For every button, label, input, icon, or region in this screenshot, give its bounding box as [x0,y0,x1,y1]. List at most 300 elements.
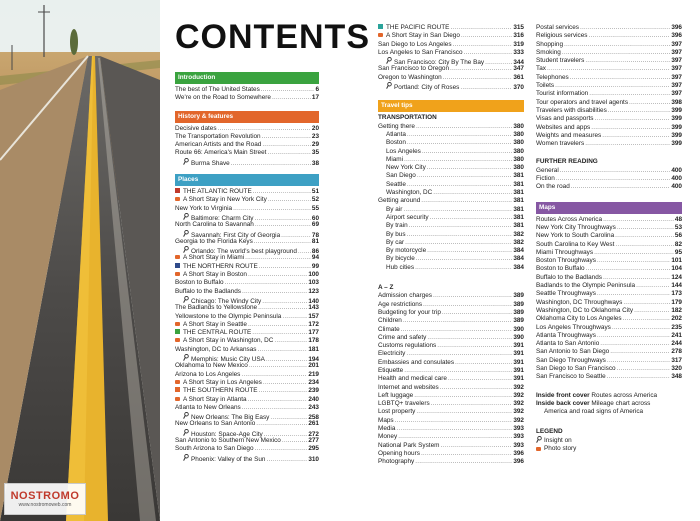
toc-entry-label: Women travelers [536,140,585,148]
toc-entry[interactable] [175,429,319,437]
toc-entry-label: South Arizona to San Diego [175,445,254,453]
toc-page-number: 399 [671,140,682,148]
cover-note-text: Routes across America [589,391,658,399]
legend-item [536,437,682,445]
toc-entry[interactable] [378,359,524,367]
toc-entry[interactable] [175,271,319,279]
column-3 [536,24,682,453]
toc-page-number: 172 [308,320,319,328]
toc-entry-label: Telephones [536,73,569,81]
toc-entry[interactable] [536,57,682,65]
toc-entry[interactable] [536,224,682,232]
toc-entry-label: We're on the Road to Somewhere [175,94,271,102]
toc-entry[interactable] [378,231,524,239]
toc-entry-label: By bus [386,230,406,238]
toc-entry[interactable] [175,362,319,370]
toc-entry[interactable] [536,99,682,107]
toc-entry-label: Boston [386,139,406,147]
toc-entry[interactable] [378,239,524,247]
toc-entry[interactable] [536,41,682,49]
toc-entry-label: The Badlands to Yellowstone [175,304,258,312]
toc-page-number: 389 [513,292,524,300]
toc-entry-label: Age restrictions [378,300,423,308]
toc-entry-label: Fiction [536,175,555,183]
toc-entry[interactable] [175,437,319,445]
toc-entry[interactable] [378,189,524,197]
toc-entry[interactable] [536,249,682,257]
toc-entry[interactable] [378,408,524,416]
leader-dots [409,222,513,230]
toc-entry[interactable] [175,158,319,166]
toc-entry[interactable] [175,404,319,412]
leader-dots [603,274,670,282]
toc-entry-label: Money [378,433,398,441]
toc-entry[interactable] [536,365,682,373]
toc-entry[interactable] [378,292,524,300]
toc-entry[interactable] [175,346,319,354]
leader-dots [570,74,671,82]
toc-entry[interactable] [536,257,682,265]
toc-entry[interactable] [175,445,319,453]
leader-dots [562,49,670,57]
toc-page-number: 393 [513,433,524,441]
toc-entry-label: Etiquette [378,366,404,374]
toc-page-number: 38 [311,159,319,167]
leader-dots [455,359,512,367]
section-header-travel-tips: Travel tips [378,100,524,112]
toc-entry-label: Miami [386,155,404,163]
toc-page-number: 397 [671,48,682,56]
toc-entry[interactable] [378,214,524,222]
toc-entry[interactable] [378,342,524,350]
toc-page-number: 399 [671,106,682,114]
toc-entry[interactable] [378,301,524,309]
toc-page-number: 389 [513,300,524,308]
leader-dots [555,82,670,90]
toc-page-number: 277 [308,436,319,444]
leader-dots [268,196,311,204]
toc-entry[interactable] [175,196,319,204]
toc-entry[interactable] [378,148,524,156]
toc-entry[interactable] [378,375,524,383]
toc-entry[interactable] [378,425,524,433]
toc-entry-label: A Short Stay in New York City [183,196,267,204]
toc-page-number: 381 [513,222,524,230]
leader-dots [415,264,512,272]
toc-entry[interactable] [378,264,524,272]
toc-page-number: 319 [513,40,524,48]
leader-dots [615,232,674,240]
toc-entry[interactable] [378,131,524,139]
leader-dots [406,350,512,358]
toc-entry[interactable] [378,172,524,180]
toc-entry[interactable] [175,149,319,157]
toc-entry-label: Chicago: The Windy City [191,297,262,305]
leader-dots [401,326,513,334]
toc-page-number: 173 [671,290,682,298]
toc-entry[interactable] [175,230,319,238]
toc-page-number: 397 [671,65,682,73]
insight-pin-icon [386,82,393,92]
toc-entry-label: By train [386,222,408,230]
toc-entry[interactable] [175,371,319,379]
toc-entry[interactable] [175,213,319,221]
toc-entry[interactable] [536,90,682,98]
toc-page-number: 17 [311,94,319,102]
toc-entry-label: Boston to Buffalo [536,265,585,273]
toc-entry[interactable] [175,279,319,287]
toc-page-number: 78 [311,231,319,239]
toc-page-number: 235 [671,323,682,331]
toc-entry-label: Hub cities [386,263,415,271]
leader-dots [423,301,512,309]
subhead-transportation: TRANSPORTATION [378,114,437,122]
route-color-square-icon [378,24,383,29]
toc-entry[interactable] [536,140,682,148]
toc-entry[interactable] [536,265,682,273]
photo-story-camera-icon [175,322,180,326]
toc-entry[interactable] [536,348,682,356]
toc-page-number: 202 [671,315,682,323]
toc-entry-label: Toilets [536,82,555,90]
toc-entry[interactable] [378,400,524,408]
toc-entry[interactable] [378,334,524,342]
toc-entry[interactable] [175,396,319,404]
toc-page-number: 124 [671,273,682,281]
toc-entry[interactable] [536,132,682,140]
toc-page-number: 396 [671,32,682,40]
toc-page-number: 399 [671,131,682,139]
toc-entry[interactable] [175,379,319,387]
toc-entry-label: Atlanta to New Orleans [175,403,241,411]
leader-dots [461,32,512,40]
page-title: CONTENTS [175,18,370,56]
toc-entry[interactable] [378,123,524,131]
toc-entry[interactable] [378,417,524,425]
toc-page-number: 179 [671,298,682,306]
legend-item-label: Photo story [544,445,577,453]
logo-subtext: www.nostromoweb.com [18,502,72,508]
toc-entry[interactable] [175,205,319,213]
photo-story-camera-icon [536,447,541,451]
toc-entry[interactable] [175,238,319,246]
leader-dots [617,224,674,232]
toc-entry-label: Routes Across America [536,215,603,223]
leader-dots [267,149,310,157]
leader-dots [610,348,670,356]
toc-entry[interactable] [378,74,524,82]
toc-page-number: 20 [311,124,319,132]
toc-entry[interactable] [175,125,319,133]
toc-entry[interactable] [536,241,682,249]
toc-entry[interactable] [378,206,524,214]
section-header-places: Places [175,174,319,186]
toc-entry-label: Atlanta to San Antonio [536,340,600,348]
toc-entry[interactable] [378,247,524,255]
toc-entry[interactable] [378,24,524,32]
leader-dots [600,340,670,348]
toc-entry-label: Memphis: Music City USA [191,356,265,364]
toc-entry[interactable] [175,86,319,94]
toc-page-number: 397 [671,73,682,81]
leader-dots [255,221,311,229]
toc-entry[interactable] [378,57,524,65]
toc-entry[interactable] [378,309,524,317]
insight-pin-icon [536,436,543,446]
toc-entry[interactable] [378,181,524,189]
leader-dots [591,124,670,132]
toc-entry-label: Maps [378,416,394,424]
leader-dots [597,290,670,298]
leader-dots [594,115,670,123]
toc-page-number: 344 [513,59,524,67]
leader-dots [612,324,670,332]
toc-entry-label: By car [386,238,405,246]
toc-entry[interactable] [378,392,524,400]
toc-entry[interactable] [536,216,682,224]
toc-entry[interactable] [536,232,682,240]
toc-entry[interactable] [175,337,319,345]
toc-entry[interactable] [378,82,524,90]
toc-entry[interactable] [175,412,319,420]
toc-page-number: 60 [311,214,319,222]
toc-entry[interactable] [378,317,524,325]
toc-entry[interactable] [378,384,524,392]
leader-dots [433,189,512,197]
toc-entry-label: On the road [536,183,570,191]
toc-entry[interactable] [536,332,682,340]
toc-page-number: 380 [513,139,524,147]
toc-entry[interactable] [378,255,524,263]
toc-entry[interactable] [536,32,682,40]
toc-entry[interactable] [175,296,319,304]
toc-entry[interactable] [536,299,682,307]
toc-entry[interactable] [536,183,682,191]
toc-entry-label: San Antonio to San Diego [536,348,610,356]
toc-entry[interactable] [536,324,682,332]
cover-note-title: Inside front cover [536,391,590,399]
toc-page-number: 380 [513,122,524,130]
toc-page-number: 101 [671,257,682,265]
toc-entry-label: Left luggage [378,391,414,399]
leader-dots [282,313,307,321]
toc-page-number: 384 [513,255,524,263]
toc-page-number: 390 [513,325,524,333]
toc-entry-label: Visas and passports [536,115,594,123]
toc-page-number: 391 [513,350,524,358]
toc-entry-label: South Carolina to Key West [536,240,615,248]
leader-dots [608,107,671,115]
cover-note-title: Inside back cover [536,399,590,407]
insight-pin-icon [183,454,190,464]
toc-entry-label: Georgia to the Florida Keys [175,237,253,245]
toc-entry-label: A Short Stay in Seattle [183,320,247,328]
toc-entry[interactable] [378,350,524,358]
toc-page-number: 397 [671,57,682,65]
toc-entry[interactable] [536,74,682,82]
toc-entry-label: Arizona to Los Angeles [175,370,241,378]
toc-entry[interactable] [378,41,524,49]
toc-entry[interactable] [536,307,682,315]
leader-dots [433,292,512,300]
toc-entry[interactable] [378,65,524,73]
toc-entry[interactable] [175,188,319,196]
photo-story-camera-icon [175,338,180,342]
leader-dots [417,172,512,180]
leader-dots [245,254,311,262]
cover-note-text: America and road signs of America [544,408,644,416]
toc-page-number: 182 [671,306,682,314]
leader-dots [421,197,512,205]
toc-entry[interactable] [378,32,524,40]
toc-entry[interactable] [378,49,524,57]
toc-entry[interactable] [536,49,682,57]
toc-entry[interactable] [536,357,682,365]
leader-dots [248,271,307,279]
toc-entry[interactable] [175,321,319,329]
toc-entry[interactable] [536,274,682,282]
toc-entry-label: Opening hours [378,449,420,457]
toc-entry-label: Washington, DC to Arkansas [175,345,257,353]
leader-dots [256,420,307,428]
toc-entry[interactable] [175,454,319,462]
toc-entry[interactable] [175,263,319,271]
toc-entry-label: Buffalo to the Badlands [536,273,602,281]
photo-story-camera-icon [175,255,180,259]
toc-entry-label: General [536,166,559,174]
subhead-legend: LEGEND [536,428,563,436]
toc-entry[interactable] [175,246,319,254]
toc-entry-label: Websites and apps [536,123,591,131]
toc-entry[interactable] [536,107,682,115]
leader-dots [261,86,315,94]
toc-page-number: 348 [671,373,682,381]
toc-entry[interactable] [536,115,682,123]
leader-dots [403,206,512,214]
toc-entry[interactable] [536,167,682,175]
toc-entry-label: Photography [378,458,415,466]
toc-page-number: 381 [513,172,524,180]
toc-entry-label: Miami Throughways [536,248,594,256]
toc-entry[interactable] [175,420,319,428]
toc-entry[interactable] [378,197,524,205]
toc-page-number: 261 [308,420,319,428]
toc-entry[interactable] [175,304,319,312]
toc-entry[interactable] [378,326,524,334]
toc-entry[interactable] [536,315,682,323]
leader-dots [617,365,671,373]
toc-entry[interactable] [536,340,682,348]
toc-page-number: 6 [315,86,319,93]
toc-entry[interactable] [175,254,319,262]
toc-entry[interactable] [378,450,524,458]
toc-page-number: 103 [308,279,319,287]
toc-page-number: 219 [308,370,319,378]
toc-entry[interactable] [175,94,319,102]
leader-dots [623,299,670,307]
toc-entry[interactable] [536,175,682,183]
toc-entry-label: San Francisco to Oregon [378,65,450,73]
toc-entry[interactable] [536,65,682,73]
toc-entry[interactable] [378,164,524,172]
leader-dots [450,65,512,73]
toc-entry[interactable] [175,329,319,337]
leader-dots [422,148,513,156]
leader-dots [231,160,311,168]
toc-entry-label: By motorcycle [386,247,427,255]
toc-page-number: 396 [513,458,524,466]
toc-entry[interactable] [536,82,682,90]
subhead-further-reading: FURTHER READING [536,158,598,166]
toc-entry[interactable] [175,141,319,149]
leader-dots [258,304,307,312]
toc-entry-label: THE SOUTHERN ROUTE [183,387,258,395]
toc-entry-label: Los Angeles [386,147,421,155]
toc-page-number: 391 [513,375,524,383]
toc-page-number: 384 [513,263,524,271]
toc-entry[interactable] [536,24,682,32]
toc-entry-label: Atlanta [386,130,406,138]
toc-page-number: 95 [674,248,682,256]
leader-dots [407,131,512,139]
leader-dots [556,175,671,183]
toc-entry[interactable] [378,156,524,164]
toc-entry[interactable] [378,433,524,441]
leader-dots [607,357,670,365]
toc-entry[interactable] [175,313,319,321]
leader-dots [254,238,311,246]
toc-entry[interactable] [175,288,319,296]
toc-entry-label: Internet and websites [378,383,439,391]
toc-entry[interactable] [175,354,319,362]
toc-entry-label: North Carolina to Savannah [175,221,254,229]
leader-dots [407,231,513,239]
toc-entry[interactable] [175,387,319,395]
toc-entry[interactable] [378,367,524,375]
toc-entry-label: San Diego to Los Angeles [378,40,452,48]
insight-pin-icon [183,158,190,168]
toc-entry-label: Customs regulations [378,342,437,350]
leader-dots [242,288,307,296]
toc-page-number: 392 [513,408,524,416]
toc-entry[interactable] [536,290,682,298]
toc-page-number: 52 [311,196,319,204]
toc-entry[interactable] [536,373,682,381]
toc-entry[interactable] [536,282,682,290]
toc-entry[interactable] [378,442,524,450]
leader-dots [589,32,671,40]
toc-entry-label: Washington, DC to Oklahoma City [536,306,634,314]
toc-entry[interactable] [536,124,682,132]
leader-dots [564,41,670,49]
toc-entry[interactable] [378,458,524,466]
toc-page-number: 390 [513,333,524,341]
toc-entry-label: Buffalo to the Badlands [175,287,241,295]
toc-entry-label: Tax [536,65,546,73]
toc-entry[interactable] [175,133,319,141]
toc-entry-label: Boston Throughways [536,257,596,265]
leader-dots [442,309,512,317]
toc-page-number: 258 [308,414,319,422]
toc-entry-label: Tour operators and travel agents [536,98,629,106]
toc-entry[interactable] [175,221,319,229]
toc-page-number: 370 [513,84,524,92]
toc-entry[interactable] [378,139,524,147]
toc-entry[interactable] [378,222,524,230]
toc-entry-label: Burma Shave [191,159,230,167]
toc-page-number: 389 [513,317,524,325]
toc-page-number: 391 [513,366,524,374]
